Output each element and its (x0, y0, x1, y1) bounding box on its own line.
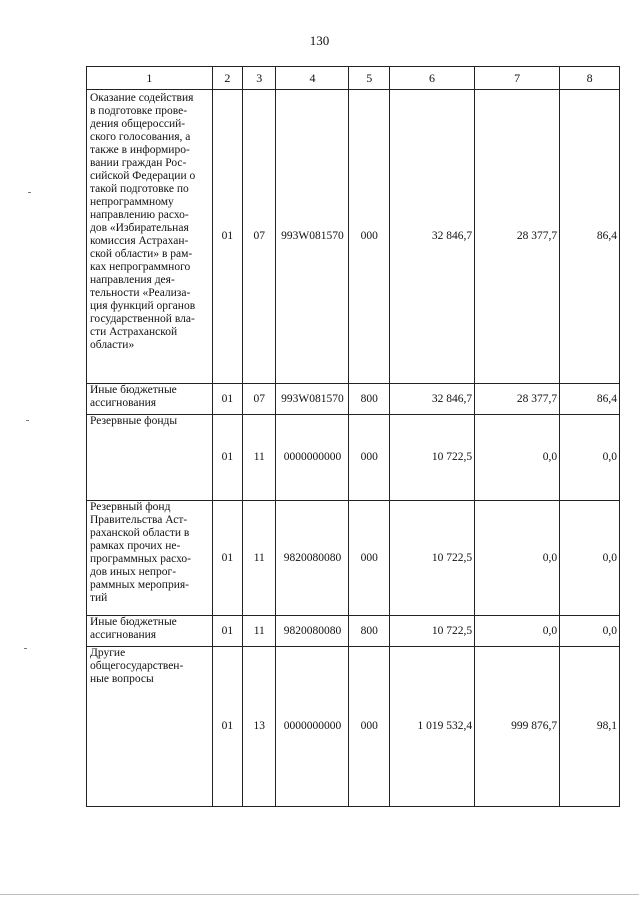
column-header: 1 (87, 67, 213, 90)
target-article-code: 0000000000 (276, 647, 349, 807)
expense-type-code: 800 (349, 384, 390, 415)
subsection-code: 07 (243, 384, 276, 415)
expense-type-code: 000 (349, 501, 390, 616)
section-code: 01 (212, 616, 242, 647)
scan-speck (24, 648, 27, 649)
column-header: 7 (475, 67, 560, 90)
planned-amount: 10 722,5 (389, 415, 474, 501)
subsection-code: 11 (243, 415, 276, 501)
column-header: 5 (349, 67, 390, 90)
table-row (87, 415, 620, 501)
actual-amount: 0,0 (475, 501, 560, 616)
table-row (87, 90, 620, 384)
execution-percent: 98,1 (560, 647, 620, 807)
expense-type-code: 800 (349, 616, 390, 647)
section-code: 01 (212, 501, 242, 616)
section-code: 01 (212, 415, 242, 501)
column-header: 4 (276, 67, 349, 90)
page-number: 130 (309, 33, 330, 48)
planned-amount: 10 722,5 (389, 616, 474, 647)
table-row (87, 384, 620, 415)
target-article-code: 0000000000 (276, 415, 349, 501)
row-name: Резервные фонды (87, 415, 213, 501)
column-header: 6 (389, 67, 474, 90)
subsection-code: 11 (243, 501, 276, 616)
execution-percent: 86,4 (560, 384, 620, 415)
row-name: Иные бюджетные ассигнования (87, 384, 213, 415)
actual-amount: 28 377,7 (475, 90, 560, 384)
target-article-code: 993W081570 (276, 384, 349, 415)
planned-amount: 10 722,5 (389, 501, 474, 616)
target-article-code: 9820080080 (276, 501, 349, 616)
budget-table (86, 66, 620, 807)
section-code: 01 (212, 384, 242, 415)
execution-percent: 0,0 (560, 616, 620, 647)
subsection-code: 07 (243, 90, 276, 384)
table-row (87, 616, 620, 647)
column-header: 8 (560, 67, 620, 90)
table-row (87, 501, 620, 616)
actual-amount: 0,0 (475, 415, 560, 501)
planned-amount: 32 846,7 (389, 384, 474, 415)
expense-type-code: 000 (349, 90, 390, 384)
execution-percent: 86,4 (560, 90, 620, 384)
scan-speck (28, 192, 31, 193)
execution-percent: 0,0 (560, 415, 620, 501)
row-name: Другие общегосударствен- ные вопросы (87, 647, 213, 807)
actual-amount: 999 876,7 (475, 647, 560, 807)
column-header: 2 (212, 67, 242, 90)
planned-amount: 1 019 532,4 (389, 647, 474, 807)
actual-amount: 0,0 (475, 616, 560, 647)
subsection-code: 13 (243, 647, 276, 807)
execution-percent: 0,0 (560, 501, 620, 616)
expense-type-code: 000 (349, 415, 390, 501)
section-code: 01 (212, 647, 242, 807)
row-name: Иные бюджетные ассигнования (87, 616, 213, 647)
subsection-code: 11 (243, 616, 276, 647)
table-row (87, 647, 620, 807)
planned-amount: 32 846,7 (389, 90, 474, 384)
expense-type-code: 000 (349, 647, 390, 807)
actual-amount: 28 377,7 (475, 384, 560, 415)
section-code: 01 (212, 90, 242, 384)
table-header-row (87, 67, 620, 90)
target-article-code: 9820080080 (276, 616, 349, 647)
scan-edge-line (0, 894, 639, 895)
target-article-code: 993W081570 (276, 90, 349, 384)
row-name: Резервный фонд Правительства Аст- раханской области в рамках прочих не- программных расхо- дов иных непрог- раммных мероприя- тий (87, 501, 213, 616)
scan-speck (26, 420, 29, 421)
column-header: 3 (243, 67, 276, 90)
row-name: Оказание содействия в подготовке прове- дения общероссий- ского голосования, а также в информиро- вании граждан Рос- сийской Федерации о такой подготовке по непрограммному направлению расхо- дов «Избирательная комиссия Астрахан- ской области» в рам- ках непрограммного направления дея- тельности «Реализа- ция функций органов государственной вла- сти Астраханской области» (87, 90, 213, 384)
